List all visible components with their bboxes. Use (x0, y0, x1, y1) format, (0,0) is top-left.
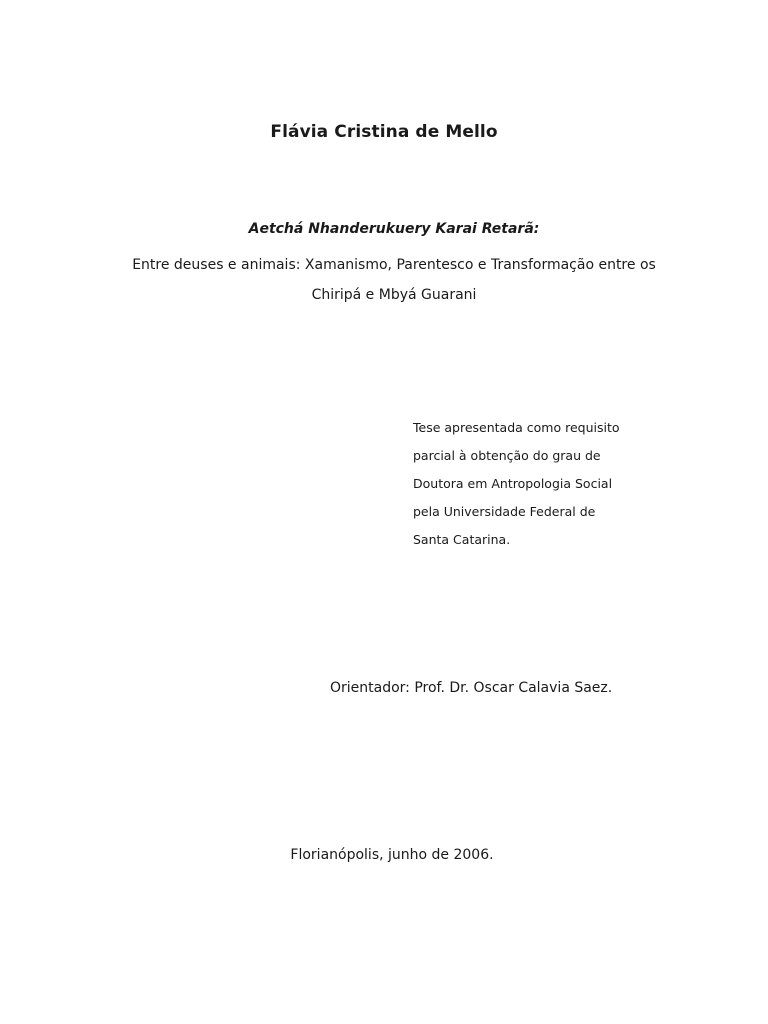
thesis-title: Aetchá Nhanderukuery Karai Retarã: (248, 221, 540, 237)
note-line: Tese apresentada como requisito (413, 420, 620, 435)
advisor-line: Orientador: Prof. Dr. Oscar Calavia Saez. (330, 680, 613, 696)
note-line: parcial à obtenção do grau de (413, 448, 601, 463)
author-name: Flávia Cristina de Mello (270, 122, 498, 142)
subtitle-line: Chiripá e Mbyá Guarani (311, 287, 477, 303)
thesis-subtitle (0, 250, 768, 310)
note-line: Santa Catarina. (413, 532, 511, 547)
place-and-date: Florianópolis, junho de 2006. (290, 847, 494, 863)
thesis-presentation-note (413, 414, 713, 554)
note-line: Doutora em Antropologia Social (413, 476, 613, 491)
note-line: pela Universidade Federal de (413, 504, 596, 519)
subtitle-line: Entre deuses e animais: Xamanismo, Parentesco e Transformação entre os (132, 257, 656, 273)
